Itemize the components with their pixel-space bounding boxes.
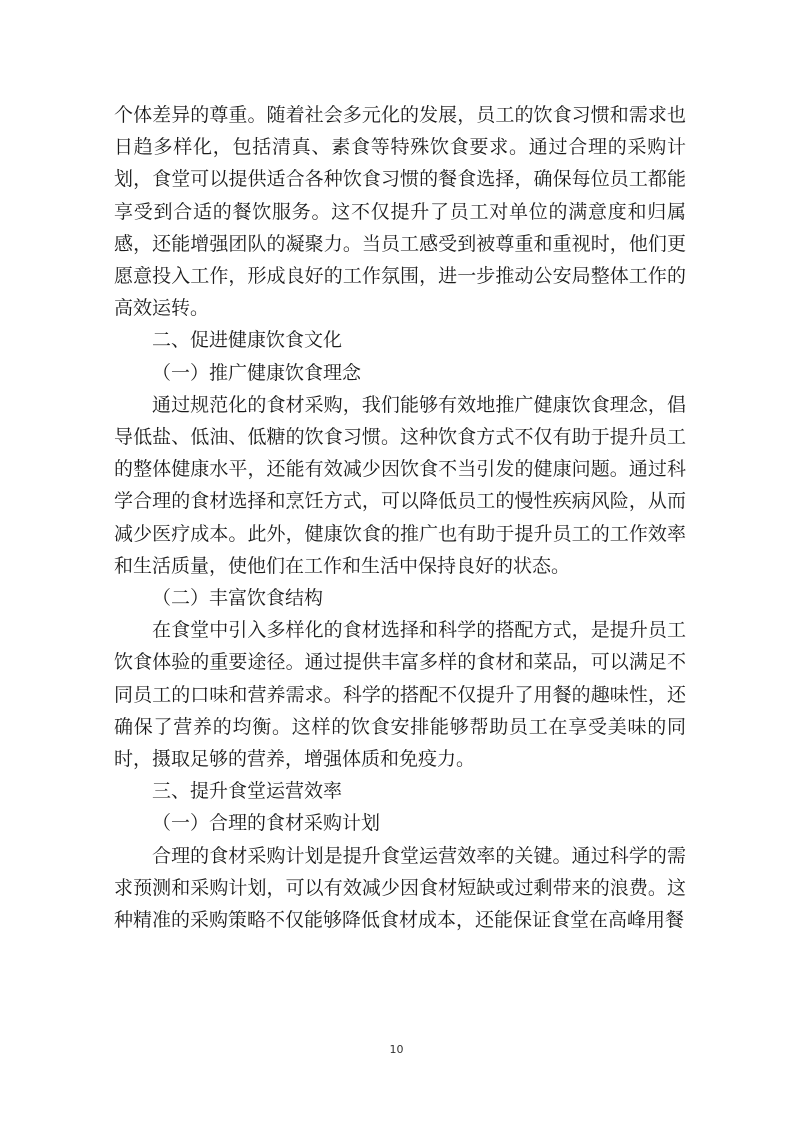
section-heading-2: 二、促进健康饮食文化 bbox=[152, 329, 343, 352]
paragraph-intro-continued: 个体差异的尊重。随着社会多元化的发展，员工的饮食习惯和需求也日趋多样化，包括清真、素食等特殊饮食要求。通过合理的采购计划，食堂可以提供适合各种饮食习惯的餐食选择，确保每位员工都能享受到合适的餐饮服务。这不仅提升了员工对单位的满意度和归属感，还能增强团队的凝聚力。当员工感受到被尊重和重视时，他们更愿意投入工作，形成良好的工作氛围，进一步推动公安局整体工作的高效运转。 bbox=[114, 104, 686, 320]
page-body bbox=[114, 99, 686, 936]
subsection-heading-2-2: （二）丰富饮食结构 bbox=[152, 587, 324, 610]
subsection-heading-3-1: （一）合理的食材采购计划 bbox=[152, 812, 381, 835]
paragraph-3-1: 合理的食材采购计划是提升食堂运营效率的关键。通过科学的需求预测和采购计划，可以有效减少因食材短缺或过剩带来的浪费。这种精准的采购策略不仅能够降低食材成本，还能保证食堂在高峰用餐 bbox=[114, 844, 686, 932]
paragraph-2-1: 通过规范化的食材采购，我们能够有效地推广健康饮食理念，倡导低盐、低油、低糖的饮食习惯。这种饮食方式不仅有助于提升员工的整体健康水平，还能有效减少因饮食不当引发的健康问题。通过科学合理的食材选择和烹饪方式，可以降低员工的慢性疾病风险，从而减少医疗成本。此外，健康饮食的推广也有助于提升员工的工作效率和生活质量，使他们在工作和生活中保持良好的状态。 bbox=[114, 393, 686, 577]
paragraph-2-2: 在食堂中引入多样化的食材选择和科学的搭配方式，是提升员工饮食体验的重要途径。通过提供丰富多样的食材和菜品，可以满足不同员工的口味和营养需求。科学的搭配不仅提升了用餐的趣味性，还确保了营养的均衡。这样的饮食安排能够帮助员工在享受美味的同时，摄取足够的营养，增强体质和免疫力。 bbox=[114, 619, 686, 771]
subsection-heading-2-1: （一）推广健康饮食理念 bbox=[152, 361, 362, 384]
page-number: 10 bbox=[389, 1043, 404, 1056]
section-heading-3: 三、提升食堂运营效率 bbox=[152, 780, 343, 803]
